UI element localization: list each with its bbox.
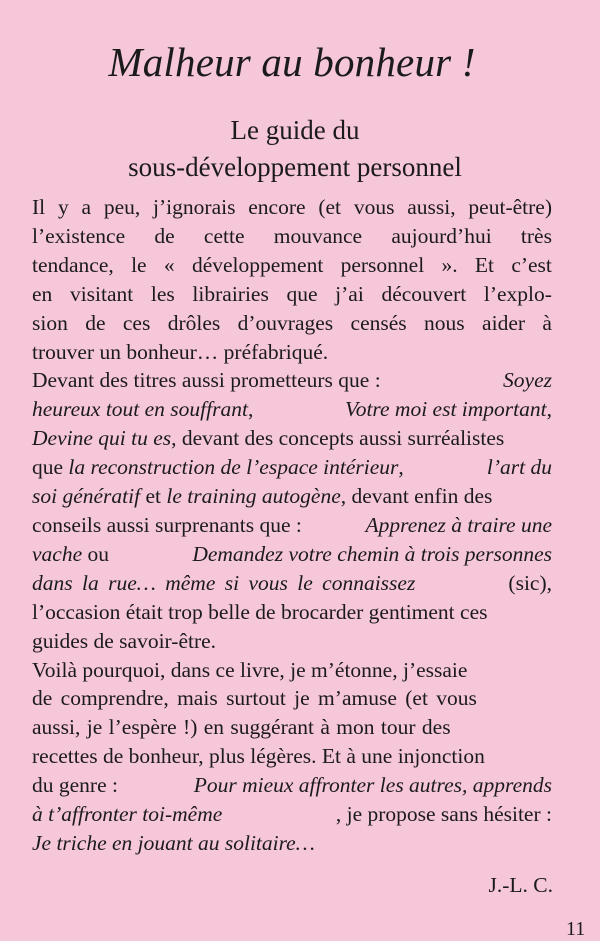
author-signature: J.-L. C. (488, 873, 553, 897)
book-subtitle (0, 112, 590, 186)
word: tendance, (32, 252, 114, 277)
text-line: dans la rue… même si vous le connaissez (sic), (32, 570, 552, 595)
word: « (163, 252, 175, 277)
word: à (542, 310, 552, 335)
word: l’explo- (483, 281, 552, 306)
word: découvert (381, 281, 467, 306)
blurb-text (32, 193, 552, 858)
text-line (32, 309, 552, 338)
text-line: à t’affronter toi-même , je propose sans hésiter : (32, 802, 552, 827)
text-line: de comprendre, mais surtout je m’amuse (et vous (32, 686, 477, 711)
word: d’ouvrages (237, 310, 334, 335)
word: Et (474, 252, 495, 277)
word: peut-être) (468, 195, 552, 219)
text-line: du genre : Pour mieux affronter les autres, apprends (32, 773, 552, 798)
word: nous (424, 310, 465, 335)
text-line: Je triche en jouant au solitaire… (32, 830, 315, 855)
text-line: que la reconstruction de l’espace intérieur, l’art du (32, 455, 552, 480)
word: visitant (69, 281, 134, 306)
text-line (32, 222, 552, 251)
subtitle-line-2: sous-développement personnel (128, 152, 462, 182)
text-line: heureux tout en souffrant, Votre moi est important, (32, 397, 552, 422)
page-number: 11 (566, 918, 586, 940)
word: aussi, (407, 195, 456, 219)
text-line: Devant des titres aussi prometteurs que : Soyez (32, 368, 552, 393)
text-line: Devine qui tu es, devant des concepts aussi surréalistes (32, 426, 505, 451)
word: sion (32, 310, 68, 335)
word: le (131, 252, 147, 277)
text-line (32, 251, 552, 280)
text-line (32, 193, 552, 222)
word: j’ai (335, 281, 364, 306)
word: (et (318, 195, 342, 219)
word: y (57, 195, 69, 219)
book-title: Malheur au bonheur ! (108, 39, 476, 85)
word: vous (353, 195, 395, 219)
word: drôles (167, 310, 221, 335)
word: en (32, 281, 53, 306)
word: développement (191, 252, 324, 277)
word: Il (32, 195, 46, 219)
text-line: Voilà pourquoi, dans ce livre, je m’étonne, j’essaie (32, 657, 468, 682)
word: c’est (511, 252, 552, 277)
word: ces (122, 310, 151, 335)
word: les (150, 281, 175, 306)
word: très (520, 223, 552, 248)
text-line (32, 280, 552, 309)
text-line: recettes de bonheur, plus légères. Et à une injonction (32, 744, 485, 769)
word: cette (203, 223, 245, 248)
word: aider (482, 310, 526, 335)
word: j’ignorais (153, 195, 236, 219)
word: ». (441, 252, 458, 277)
text-line: vache ou Demandez votre chemin à trois personnes (32, 541, 552, 566)
text-line: trouver un bonheur… préfabriqué. (32, 339, 329, 364)
word: librairies (192, 281, 269, 306)
word: encore (248, 195, 306, 219)
word: a (81, 195, 92, 219)
subtitle-line-1: Le guide du (230, 115, 360, 145)
word: que (286, 281, 318, 306)
text-line: conseils aussi surprenants que : Apprenez à traire une (32, 512, 552, 537)
word: personnel (340, 252, 425, 277)
word: mouvance (273, 223, 363, 248)
text-line: guides de savoir-être. (32, 628, 217, 653)
word: censés (350, 310, 407, 335)
word: l’existence (32, 223, 126, 248)
word: peu, (103, 195, 141, 219)
word: aujourd’hui (391, 223, 492, 248)
word: de (154, 223, 175, 248)
text-line: soi génératif et le training autogène, devant enfin des (32, 484, 493, 509)
text-line: l’occasion était trop belle de brocarder gentiment ces (32, 599, 488, 624)
text-line: aussi, je l’espère !) en suggérant à mon tour des (32, 715, 451, 740)
word: de (85, 310, 106, 335)
